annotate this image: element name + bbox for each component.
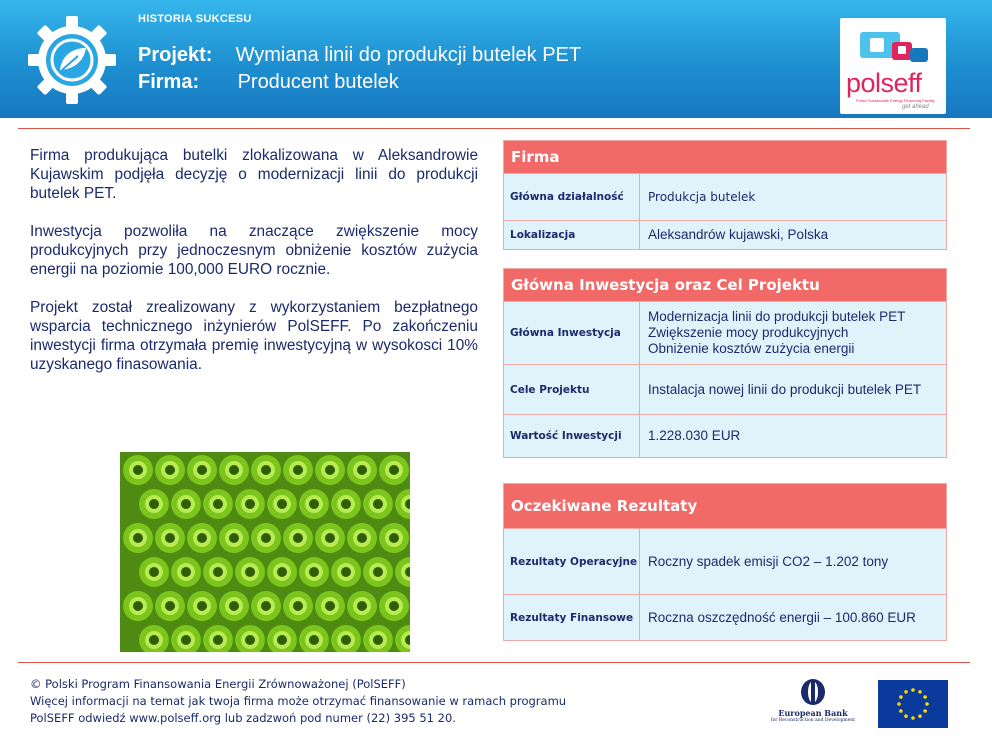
bottom-divider — [18, 662, 970, 663]
header-banner — [0, 0, 992, 118]
row-label: Główna Inwestycja — [504, 302, 640, 364]
investment-line-2: Zwiększenie mocy produkcyjnych — [648, 325, 849, 340]
table-row — [504, 594, 946, 640]
row-label: Rezultaty Operacyjne — [504, 529, 640, 594]
project-label: Projekt: — [138, 44, 213, 66]
logo-slogan: get ahead — [902, 104, 929, 110]
table-row — [504, 364, 946, 414]
panel-firma-title: Firma — [504, 141, 946, 173]
section-label: HISTORIA SUKCESU — [138, 13, 252, 25]
story-text — [30, 146, 478, 393]
row-value: Roczna oszczędność energii – 100.860 EUR — [648, 609, 916, 625]
row-value: Aleksandrów kujawski, Polska — [648, 227, 829, 242]
paragraph-support: Projekt został zrealizowany z wykorzystaniem bezpłatnego wsparcia technicznego inżynierów PolSEFF. Po zakończeniu inwestycji firma otrzymała premię inwestycyjną w wysokosci 10% uzyskanego finasowania. — [30, 299, 478, 373]
table-row — [504, 414, 946, 457]
table-row — [504, 528, 946, 594]
row-value — [640, 302, 946, 364]
polseff-logo-mark — [840, 18, 946, 68]
row-label: Rezultaty Finansowe — [504, 595, 640, 640]
row-value: 1.228.030 EUR — [648, 428, 741, 443]
company-row — [138, 71, 399, 94]
eu-flag-icon — [878, 680, 948, 728]
polseff-logo — [840, 18, 946, 114]
panel-investment — [503, 268, 947, 458]
row-value: Roczny spadek emisji CO2 – 1.202 tony — [648, 553, 889, 569]
panel-investment-title: Główna Inwestycja oraz Cel Projektu — [504, 269, 946, 301]
footer-contact: PolSEFF odwiedź www.polseff.org lub zadzwoń pod numer (22) 395 51 20. — [30, 711, 456, 725]
footer-copyright: © Polski Program Finansowania Energii Zrównoważonej (PolSEFF) — [30, 677, 406, 691]
ebrd-subtitle: for Reconstruction and Development — [770, 718, 856, 723]
investment-line-3: Obniżenie kosztów zużycia energii — [648, 341, 855, 356]
table-row — [504, 220, 946, 249]
green-bottles-photo — [120, 452, 410, 652]
panel-firma — [503, 140, 947, 250]
row-value: Produkcja butelek — [648, 190, 756, 204]
ebrd-name: European Bank — [778, 708, 848, 718]
ebrd-logo — [758, 678, 868, 728]
panel-results-title: Oczekiwane Rezultaty — [504, 484, 946, 528]
row-label: Cele Projektu — [504, 365, 640, 414]
row-value: Instalacja nowej linii do produkcji butelek PET — [648, 381, 922, 397]
ebrd-emblem-icon — [758, 678, 868, 708]
logo-text: polseff — [846, 68, 922, 98]
row-label: Lokalizacja — [504, 221, 640, 249]
paragraph-intro: Firma produkująca butelki zlokalizowana w Aleksandrowie Kujawskim podjęła decyzję o modernizacji linii do produkcji butelek PET. — [30, 147, 478, 202]
footer-text — [30, 676, 566, 727]
gear-leaf-icon — [26, 14, 118, 106]
project-value: Wymiana linii do produkcji butelek PET — [235, 44, 582, 66]
investment-line-1: Modernizacja linii do produkcji butelek PET — [648, 309, 906, 324]
paragraph-investment: Inwestycja pozwoliła na znaczące zwiększenie mocy produkcyjnych przy jednoczesnym obniżenie kosztów zużycia energii na poziomie 100,000 EURO rocznie. — [30, 223, 478, 278]
company-value: Producent butelek — [237, 71, 399, 93]
table-row — [504, 173, 946, 220]
project-row — [138, 44, 581, 67]
row-label: Główna działalność — [504, 174, 640, 220]
footer-info: Więcej informacji na temat jak twoja firma może otrzymać finansowanie w ramach programu — [30, 694, 567, 708]
row-label: Wartość Inwestycji — [504, 415, 640, 457]
panel-results — [503, 483, 947, 641]
top-divider — [18, 128, 970, 129]
company-label: Firma: — [138, 71, 200, 93]
logo-tagline: Polish Sustainable Energy Financing Facility — [856, 98, 935, 103]
table-row — [504, 301, 946, 364]
